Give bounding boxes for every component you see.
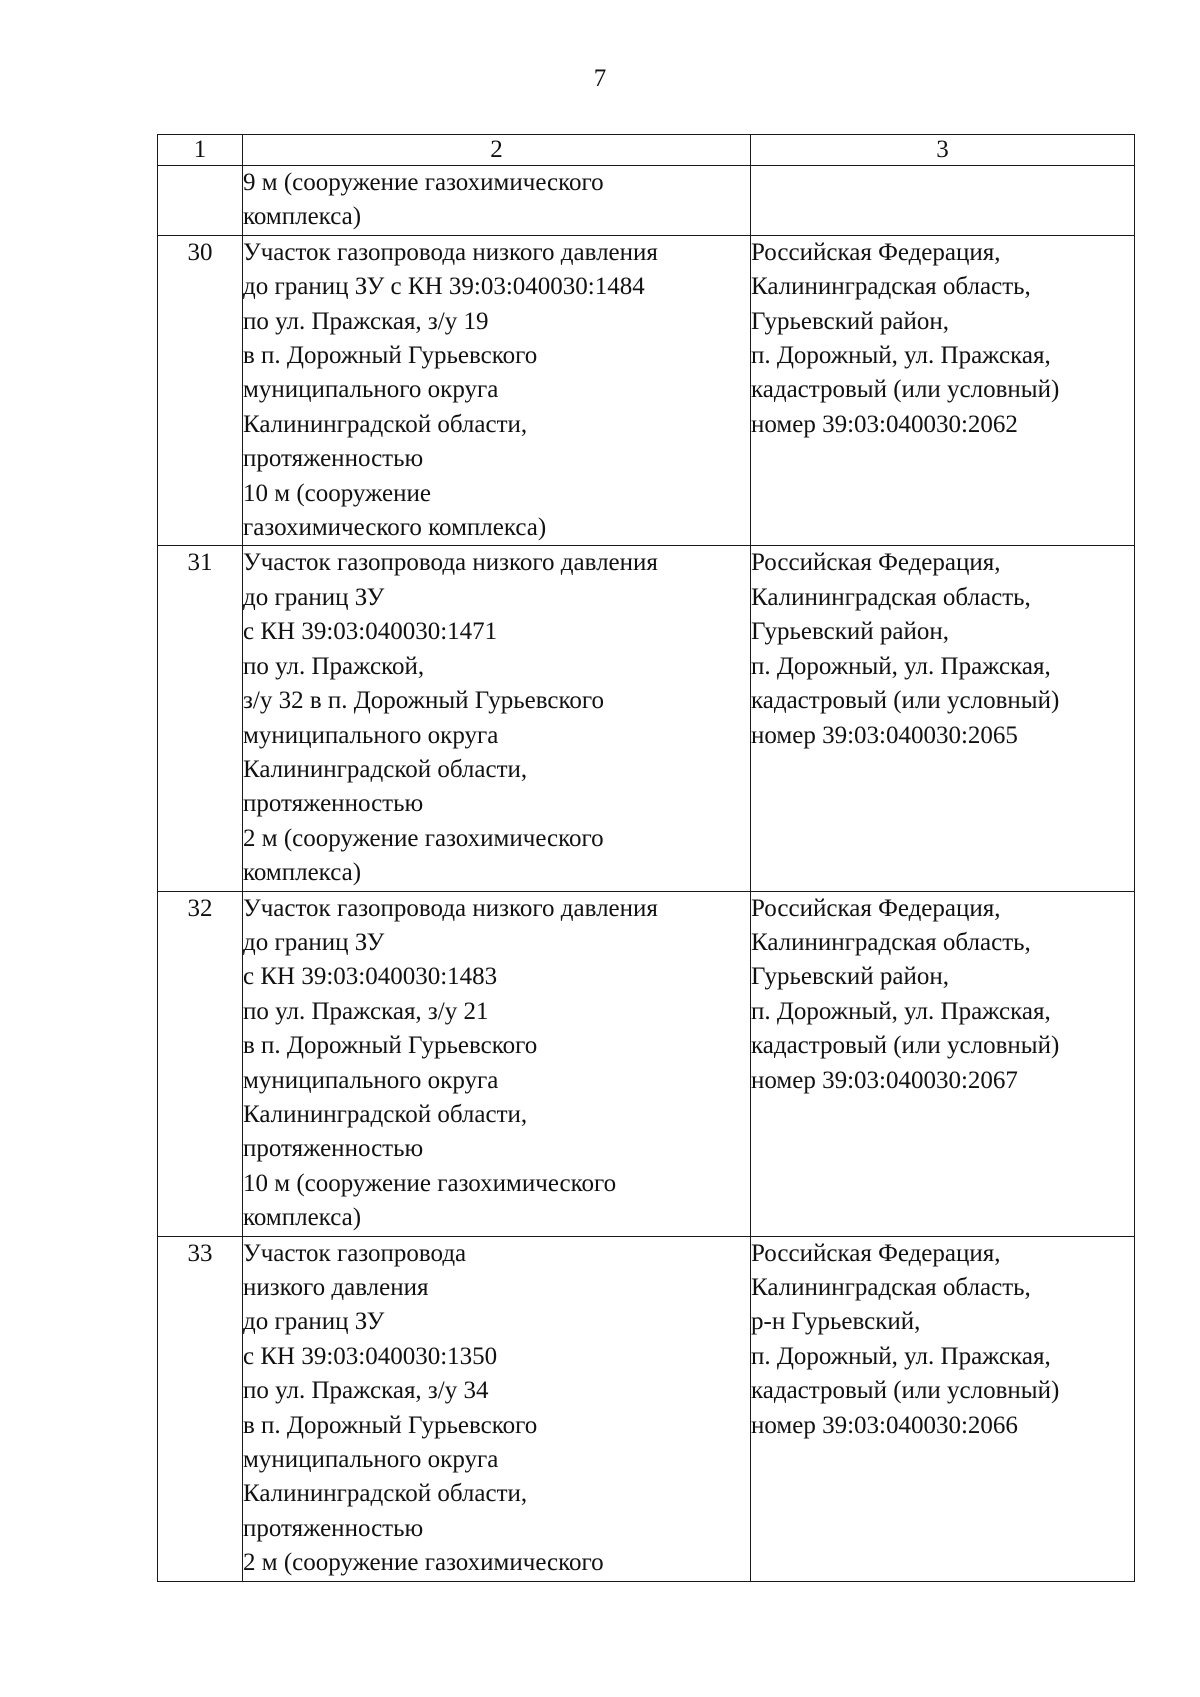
description-line: протяженностью [243,445,424,473]
object-description-cell [243,235,751,546]
description-line: с КН 39:03:040030:1350 [243,1342,498,1370]
description-line: до границ ЗУ [243,1308,385,1336]
description-line: Калининградской области, [243,755,528,783]
description-line: Участок газопровода низкого давления [243,238,658,266]
location-line: п. Дорожный, ул. Пражская, [751,342,1051,370]
object-description-cell [243,166,751,236]
location-line: номер 39:03:040030:2062 [751,410,1018,438]
description-line: муниципального округа [243,1066,499,1094]
location-line: Гурьевский район, [751,618,950,646]
description-line: 9 м (сооружение газохимического [243,169,604,196]
location-cell [751,1236,1135,1581]
location-line: номер 39:03:040030:2066 [751,1411,1018,1439]
row-number-cell [158,166,243,236]
table-row [158,166,1135,236]
description-line: протяженностью [243,790,424,818]
table-row [158,235,1135,546]
description-line: 2 м (сооружение газохимического [243,824,604,852]
description-line: Калининградской области, [243,410,528,438]
description-line: газохимического комплекса) [243,514,547,542]
description-line: комплекса) [243,1204,362,1232]
description-line: с КН 39:03:040030:1483 [243,963,498,991]
location-line: кадастровый (или условный) [751,1377,1060,1405]
row-number-cell: 31 [158,546,243,891]
description-line: низкого давления [243,1274,429,1301]
column-header-3: 3 [751,135,1135,166]
table-body [158,135,1135,1582]
location-line: р-н Гурьевский, [751,1308,921,1336]
description-line: с КН 39:03:040030:1471 [243,618,498,646]
description-line: з/у 32 в п. Дорожный Гурьевского [243,687,605,715]
description-line: муниципального округа [243,1446,499,1474]
description-line: до границ ЗУ [243,583,385,611]
object-description-cell [243,891,751,1236]
description-line: комплекса) [243,859,362,887]
location-cell [751,166,1135,236]
description-line: в п. Дорожный Гурьевского [243,342,538,370]
location-cell [751,546,1135,891]
location-line: Российская Федерация, [751,1239,1001,1267]
description-line: по ул. Пражская, з/у 34 [243,1377,489,1405]
location-line: Калининградская область, [751,273,1031,301]
column-header-2: 2 [243,135,751,166]
location-line: Российская Федерация, [751,238,1001,266]
description-line: 10 м (сооружение газохимического [243,1169,617,1197]
object-description-cell [243,1236,751,1581]
row-number-cell: 32 [158,891,243,1236]
location-line: Калининградская область, [751,928,1031,956]
object-description-cell [243,546,751,891]
description-line: комплекса) [243,203,362,231]
location-line: Гурьевский район, [751,307,950,335]
location-line: п. Дорожный, ул. Пражская, [751,1342,1051,1370]
description-line: Участок газопровода низкого давления [243,549,658,577]
location-line: номер 39:03:040030:2065 [751,721,1018,749]
location-cell [751,235,1135,546]
description-line: по ул. Пражская, з/у 21 [243,997,489,1025]
location-line: Гурьевский район, [751,963,950,991]
description-line: Участок газопровода низкого давления [243,894,658,922]
location-line: Российская Федерация, [751,549,1001,577]
description-line: по ул. Пражской, [243,652,425,680]
row-number-cell: 33 [158,1236,243,1581]
location-line: п. Дорожный, ул. Пражская, [751,652,1051,680]
table-row [158,546,1135,891]
location-line: Российская Федерация, [751,894,1001,922]
row-number-cell: 30 [158,235,243,546]
table-row [158,891,1135,1236]
registry-table [157,134,1135,1582]
description-line: протяженностью [243,1135,424,1163]
location-line: Калининградская область, [751,583,1031,611]
description-line: Калининградской области, [243,1480,528,1508]
location-cell [751,891,1135,1236]
description-line: 2 м (сооружение газохимического [243,1549,604,1577]
page-number: 7 [593,65,607,92]
description-line: муниципального округа [243,721,499,749]
description-line: по ул. Пражская, з/у 19 [243,307,489,335]
description-line: в п. Дорожный Гурьевского [243,1411,538,1439]
table-header-row [158,135,1135,166]
location-line: п. Дорожный, ул. Пражская, [751,997,1051,1025]
description-line: 10 м (сооружение [243,479,431,507]
description-line: до границ ЗУ с КН 39:03:040030:1484 [243,273,645,301]
description-line: в п. Дорожный Гурьевского [243,1032,538,1060]
table-row [158,1236,1135,1581]
column-header-1: 1 [158,135,243,166]
location-line: кадастровый (или условный) [751,376,1060,404]
description-line: протяженностью [243,1514,424,1542]
location-line: кадастровый (или условный) [751,687,1060,715]
description-line: муниципального округа [243,376,499,404]
location-line: номер 39:03:040030:2067 [751,1066,1018,1094]
location-line: кадастровый (или условный) [751,1032,1060,1060]
description-line: до границ ЗУ [243,928,385,956]
location-line: Калининградская область, [751,1274,1031,1301]
description-line: Участок газопровода [243,1239,467,1267]
description-line: Калининградской области, [243,1100,528,1128]
